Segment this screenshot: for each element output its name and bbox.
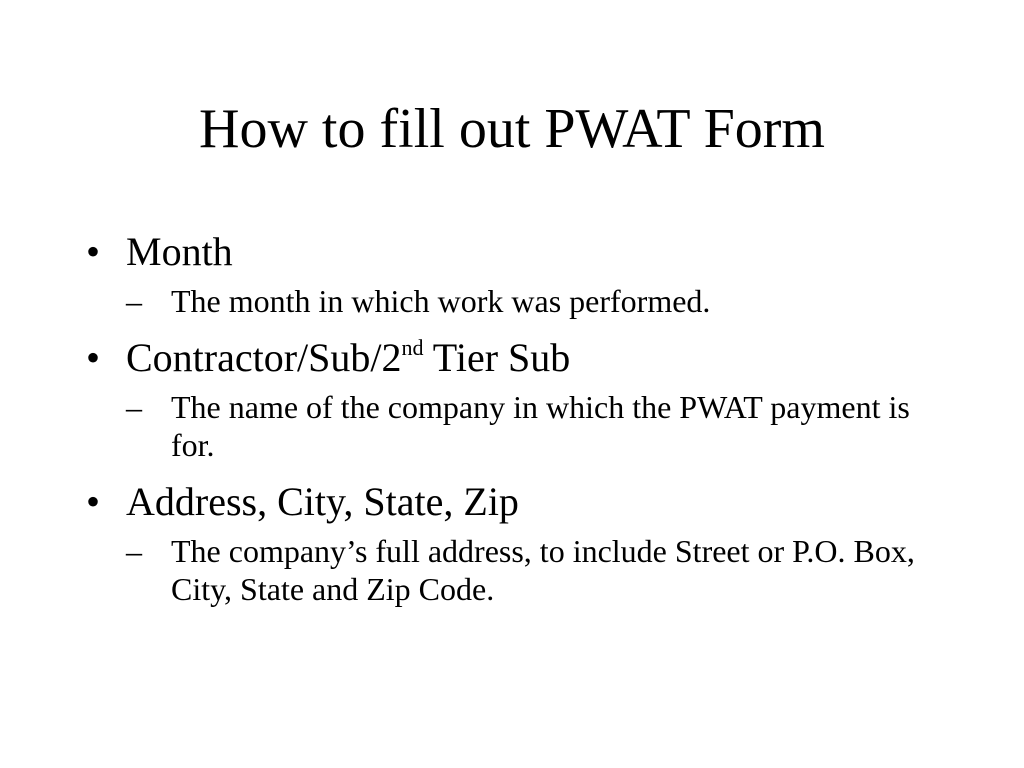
bullet-dot: • <box>86 335 101 380</box>
bullet-month <box>86 226 966 278</box>
slide-title: How to fill out PWAT Form <box>199 98 825 160</box>
bullet-heading-part-2: Tier Sub <box>423 335 571 380</box>
sub-bullet-contractor-detail <box>126 388 966 464</box>
bullet-contractor <box>86 332 966 384</box>
bullet-address <box>86 476 966 528</box>
bullet-heading: Month <box>126 229 233 274</box>
bullet-heading-part-1: Contractor/Sub/2 <box>126 335 402 380</box>
sub-bullet-month-detail <box>126 282 966 320</box>
sub-bullet-text: The company’s full address, to include Street or P.O. Box, City, State and Zip Code. <box>171 533 915 607</box>
sub-bullet-dash: – <box>126 389 142 425</box>
slide-body <box>86 226 966 620</box>
bullet-dot: • <box>86 229 101 274</box>
bullet-heading: Address, City, State, Zip <box>126 479 519 524</box>
sub-bullet-dash: – <box>126 533 142 569</box>
ordinal-superscript: nd <box>401 335 424 360</box>
sub-bullet-text: The month in which work was performed. <box>171 283 711 319</box>
sub-bullet-address-detail <box>126 532 966 608</box>
sub-bullet-text: The name of the company in which the PWAT payment is for. <box>171 389 910 463</box>
sub-bullet-dash: – <box>126 283 142 319</box>
bullet-dot: • <box>86 479 101 524</box>
